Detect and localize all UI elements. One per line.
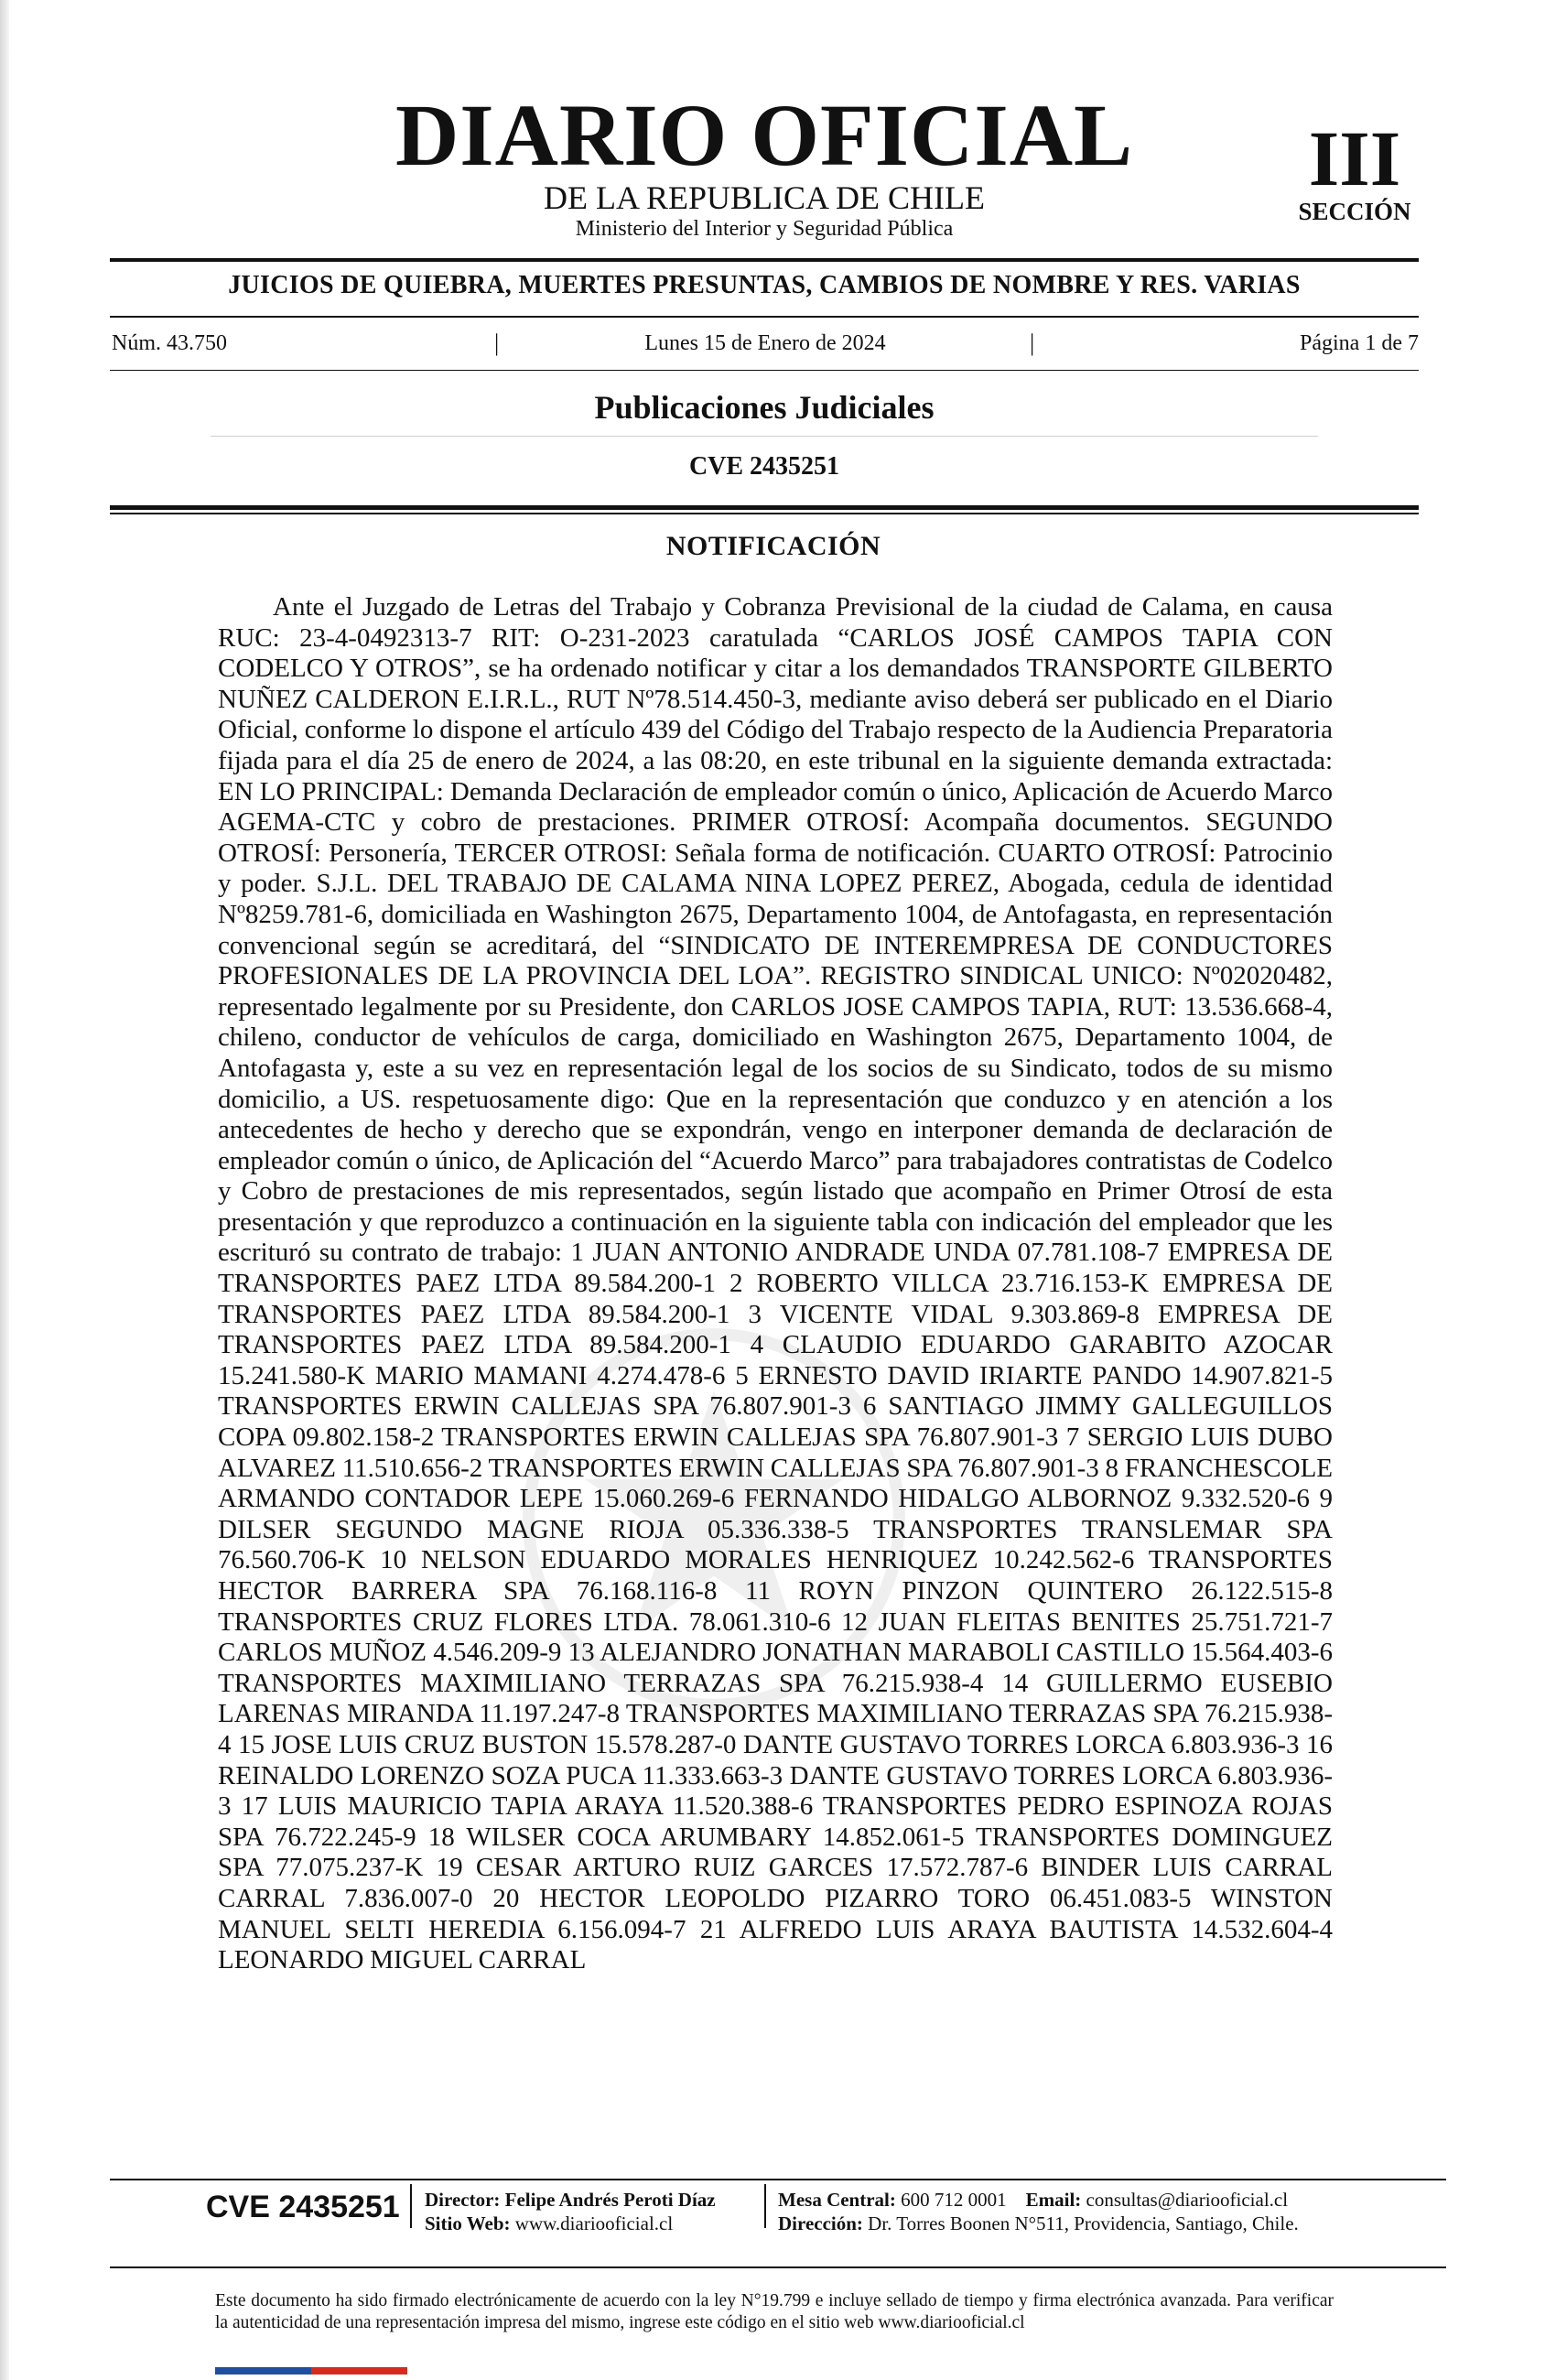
category-heading: JUICIOS DE QUIEBRA, MUERTES PRESUNTAS, CAMBIOS DE NOMBRE Y RES. VARIAS <box>228 271 1301 299</box>
section-number: III <box>1308 114 1401 202</box>
page-indicator: Página 1 de 7 <box>1300 331 1419 355</box>
phone-label: Mesa Central: <box>778 2189 896 2211</box>
signature-disclaimer: Este documento ha sido firmado electrónicamente de acuerdo con la ley N°19.799 e incluye sellado de tiempo y firma electrónica avanzada. Para verificar la autenticidad de una representación impresa del mismo, ingrese este código en el sitio web www.diariooficial.cl <box>215 2291 1334 2332</box>
cve-code: CVE 2435251 <box>688 452 840 481</box>
footer <box>0 2169 1556 2380</box>
info-rule <box>110 370 1419 371</box>
phone-value: 600 712 0001 <box>901 2189 1007 2211</box>
footer-rule-bottom <box>110 2266 1446 2268</box>
info-separator: | <box>494 330 500 356</box>
flag-stripe-blue <box>215 2367 311 2375</box>
footer-divider <box>410 2184 412 2228</box>
footer-cve-code: CVE 2435251 <box>206 2190 400 2224</box>
footer-contact-block <box>778 2188 1299 2235</box>
email-link[interactable]: consultas@diariooficial.cl <box>1086 2189 1289 2211</box>
footer-rule-top <box>110 2179 1446 2180</box>
header-rule-bottom <box>110 316 1419 318</box>
issue-info-row <box>112 331 1419 361</box>
double-rule-thin <box>110 513 1419 514</box>
title-underline <box>211 436 1318 437</box>
issue-number: Núm. 43.750 <box>112 331 227 355</box>
header-rule-top <box>110 258 1419 262</box>
site-link[interactable]: www.diariooficial.cl <box>514 2212 674 2234</box>
info-separator: | <box>1030 330 1035 356</box>
director-name: Felipe Andrés Peroti Díaz <box>504 2189 716 2211</box>
section-label: SECCIÓN <box>1298 198 1411 225</box>
newspaper-subtitle: DE LA REPUBLICA DE CHILE <box>544 179 985 216</box>
flag-stripe-red <box>311 2367 407 2375</box>
director-label: Director: <box>425 2189 501 2211</box>
notice-body: Ante el Juzgado de Letras del Trabajo y Cobranza Previsional de la ciudad de Calama, en causa RUC: 23-4-0492313-7 RIT: O-231-2023 caratulada “CARLOS JOSÉ CAMPOS TAPIA CON CODELCO Y OTROS”, se ha ordenado notificar y citar a los demandados TRANSPORTE GILBERTO NUÑEZ CALDERON E.I.R.L., RUT Nº78.514.450-3, mediante aviso deberá ser publicado en el Diario Oficial, conforme lo dispone el artículo 439 del Código del Trabajo respecto de la Audiencia Preparatoria fijada para el día 25 de enero de 2024, a las 08:20, en este tribunal en la siguiente demanda extractada: EN LO PRINCIPAL: Demanda Declaración de empleador común o único, Aplicación de Acuerdo Marco AGEMA-CTC y cobro de prestaciones. PRIMER OTROSÍ: Acompaña documentos. SEGUNDO OTROSÍ: Personería, TERCER OTROSI: Señala forma de notificación. CUARTO OTROSÍ: Patrocinio y poder. S.J.L. DEL TRABAJO DE CALAMA NINA LOPEZ PEREZ, Abogada, cedula de identidad Nº8259.781-6, domiciliada en Washington 2675, Departamento 1004, de Antofagasta, en representación convencional según se acreditará, del “SINDICATO DE INTEREMPRESA DE CONDUCTORES PROFESIONALES DE LA PROVINCIA DEL LOA”. REGISTRO SINDICAL UNICO: Nº02020482, representado legalmente por su Presidente, don CARLOS JOSE CAMPOS TAPIA, RUT: 13.536.668-4, chileno, conductor de vehículos de carga, domiciliado en Washington 2675, Departamento 1004, de Antofagasta y, este a su vez en representación legal de los socios de su Sindicato, todos de su mismo domicilio, a US. respetuosamente digo: Que en la representación que conduzco y en atención a los antecedentes de hecho y derecho que se expondrán, vengo en interponer demanda de declaración de empleador común o único, de Aplicación del “Acuerdo Marco” para trabajadores contratistas de Codelco y Cobro de prestaciones de mis representados, según listado que acompaño en Primer Otrosí de esta presentación y que reproduzco a continuación en la siguiente tabla con indicación del empleador que les escrituró su contrato de trabajo: 1 JUAN ANTONIO ANDRADE UNDA 07.781.108-7 EMPRESA DE TRANSPORTES PAEZ LTDA 89.584.200-1 2 ROBERTO VILLCA 23.716.153-K EMPRESA DE TRANSPORTES PAEZ LTDA 89.584.200-1 3 VICENTE VIDAL 9.303.869-8 EMPRESA DE TRANSPORTES PAEZ LTDA 89.584.200-1 4 CLAUDIO EDUARDO GARABITO AZOCAR 15.241.580-K MARIO MAMANI 4.274.478-6 5 ERNESTO DAVID IRIARTE PANDO 14.907.821-5 TRANSPORTES ERWIN CALLEJAS SPA 76.807.901-3 6 SANTIAGO JIMMY GALLEGUILLOS COPA 09.802.158-2 TRANSPORTES ERWIN CALLEJAS SPA 76.807.901-3 7 SERGIO LUIS DUBO ALVAREZ 11.510.656-2 TRANSPORTES ERWIN CALLEJAS SPA 76.807.901-3 8 FRANCHESCOLE ARMANDO CONTADOR LEPE 15.060.269-6 FERNANDO HIDALGO ALBORNOZ 9.332.520-6 9 DILSER SEGUNDO MAGNE RIOJA 05.336.338-5 TRANSPORTES TRANSLEMAR SPA 76.560.706-K 10 NELSON EDUARDO MORALES HENRIQUEZ 10.242.562-6 TRANSPORTES HECTOR BARRERA SPA 76.168.116-8 11 ROYN PINZON QUINTERO 26.122.515-8 TRANSPORTES CRUZ FLORES LTDA. 78.061.310-6 12 JUAN FLEITAS BENITES 25.751.721-7 CARLOS MUÑOZ 4.546.209-9 13 ALEJANDRO JONATHAN MARABOLI CASTILLO 15.564.403-6 TRANSPORTES MAXIMILIANO TERRAZAS SPA 76.215.938-4 14 GUILLERMO EUSEBIO LARENAS MIRANDA 11.197.247-8 TRANSPORTES MAXIMILIANO TERRAZAS SPA 76.215.938-4 15 JOSE LUIS CRUZ BUSTON 15.578.287-0 DANTE GUSTAVO TORRES LORCA 6.803.936-3 16 REINALDO LORENZO SOZA PUCA 11.333.663-3 DANTE GUSTAVO TORRES LORCA 6.803.936-3 17 LUIS MAURICIO TAPIA ARAYA 11.520.388-6 TRANSPORTES PEDRO ESPINOZA ROJAS SPA 76.722.245-9 18 WILSER COCA ARUMBARY 14.852.061-5 TRANSPORTES DOMINGUEZ SPA 77.075.237-K 19 CESAR ARTURO RUIZ GARCES 17.572.787-6 BINDER LUIS CARRAL CARRAL 7.836.007-0 20 HECTOR LEOPOLDO PIZARRO TORO 06.451.083-5 WINSTON MANUEL SELTI HEREDIA 6.156.094-7 21 ALFREDO LUIS ARAYA BAUTISTA 14.532.604-4 LEONARDO MIGUEL CARRAL <box>218 592 1333 1975</box>
double-rule-thick <box>110 505 1419 510</box>
newspaper-title: DIARIO OFICIAL <box>394 86 1134 184</box>
email-label: Email: <box>1025 2189 1082 2211</box>
issue-date: Lunes 15 de Enero de 2024 <box>644 331 886 355</box>
notice-title: NOTIFICACIÓN <box>665 531 881 561</box>
address-label: Dirección: <box>778 2212 863 2234</box>
footer-director-block <box>425 2188 716 2235</box>
page-edge-shadow <box>0 0 9 2380</box>
site-label: Sitio Web: <box>425 2212 511 2234</box>
address-value: Dr. Torres Boonen N°511, Providencia, Santiago, Chile. <box>868 2212 1299 2234</box>
footer-divider <box>764 2184 766 2228</box>
publication-title: Publicaciones Judiciales <box>594 389 935 426</box>
ministry-line: Ministerio del Interior y Seguridad Pública <box>575 217 954 241</box>
